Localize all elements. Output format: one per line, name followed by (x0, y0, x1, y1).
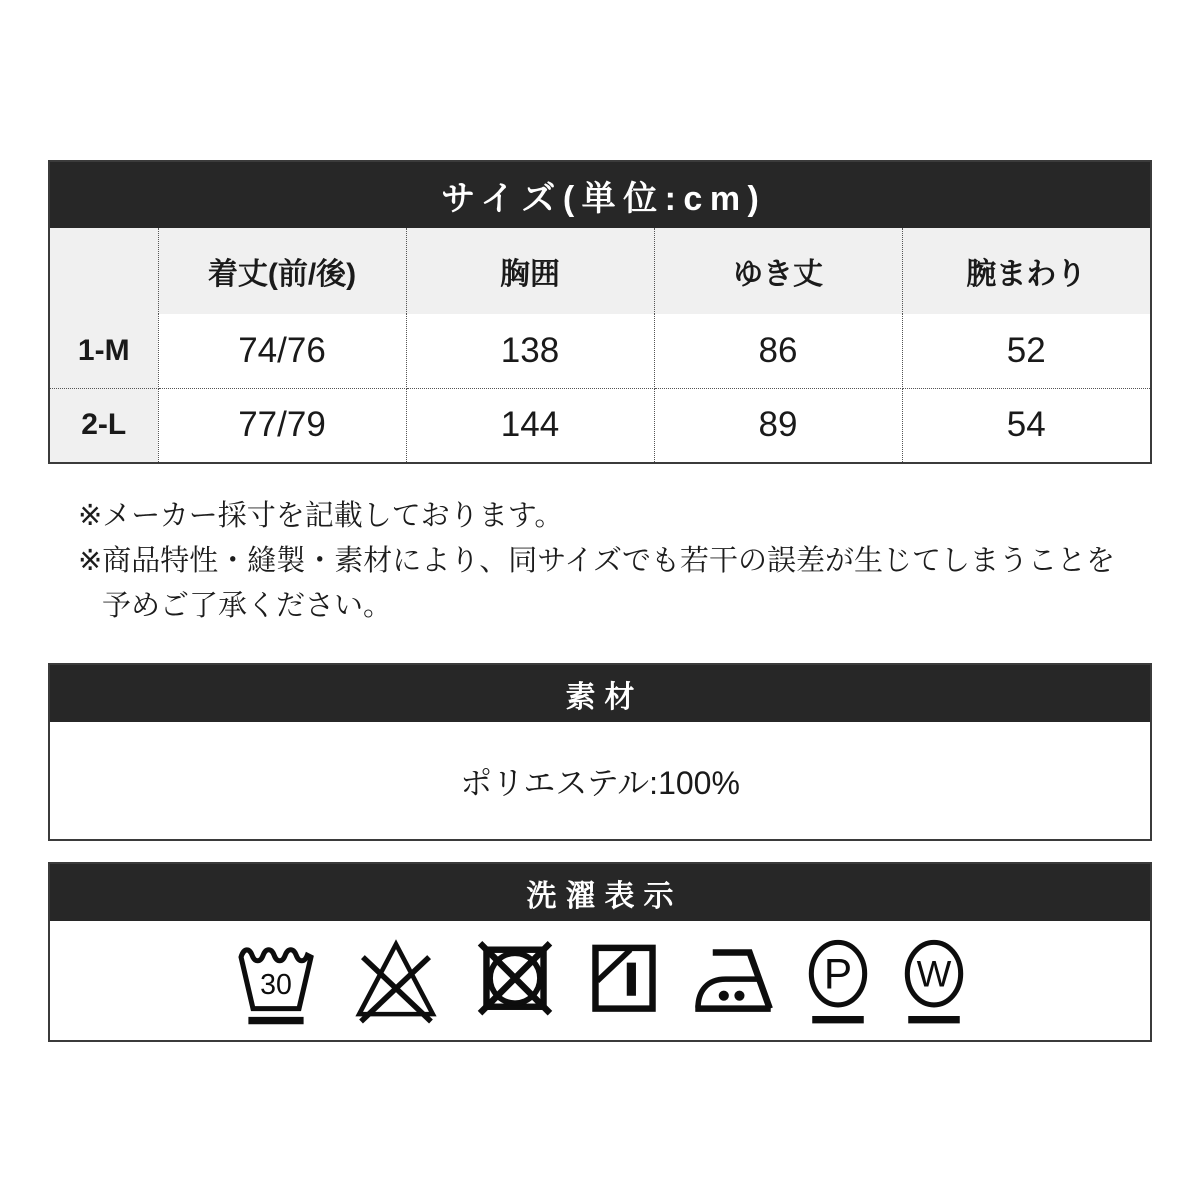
size-table (50, 228, 1150, 462)
measurement-notes (78, 494, 1148, 629)
laundry-icons-row (50, 921, 1150, 1040)
column-header-sleeve: ゆき丈 (654, 228, 902, 314)
corner-cell (50, 228, 158, 314)
dry-clean-p-gentle-icon (805, 935, 871, 1027)
size-table-section (48, 160, 1152, 464)
cell-value: 144 (406, 388, 654, 462)
laundry-title: 洗濯表示 (50, 864, 1150, 921)
material-section (48, 663, 1152, 841)
svg-text:P: P (823, 949, 853, 997)
note-line: ※メーカー採寸を記載しております。 (78, 500, 564, 532)
size-table-title: サイズ(単位:cm) (50, 162, 1150, 228)
material-value: ポリエステル:100% (460, 764, 740, 801)
column-header-arm: 腕まわり (902, 228, 1150, 314)
table-row-1m (50, 314, 1150, 388)
row-label: 1-M (50, 314, 158, 388)
note-line: ※商品特性・縫製・素材により、同サイズでも若干の誤差が生じてしまうことを (78, 545, 1115, 577)
no-bleach-icon (349, 935, 443, 1027)
column-header-chest: 胸囲 (406, 228, 654, 314)
laundry-section (48, 862, 1152, 1042)
wash-30-gentle-icon (233, 935, 319, 1027)
column-header-length: 着丈(前/後) (158, 228, 406, 314)
cell-value: 138 (406, 314, 654, 388)
iron-medium-two-dots-icon (691, 935, 775, 1027)
cell-value: 54 (902, 388, 1150, 462)
svg-text:W: W (916, 953, 952, 995)
line-dry-in-shade-icon (587, 935, 661, 1027)
no-tumble-dry-icon (473, 935, 557, 1027)
table-row-2l (50, 388, 1150, 462)
size-table-header-row (50, 228, 1150, 314)
row-label: 2-L (50, 388, 158, 462)
cell-value: 89 (654, 388, 902, 462)
wet-clean-w-gentle-icon (901, 935, 967, 1027)
cell-value: 52 (902, 314, 1150, 388)
svg-text:30: 30 (260, 968, 292, 1001)
cell-value: 77/79 (158, 388, 406, 462)
note-line: 予めご了承ください。 (102, 590, 393, 622)
material-title: 素材 (50, 665, 1150, 722)
cell-value: 86 (654, 314, 902, 388)
cell-value: 74/76 (158, 314, 406, 388)
